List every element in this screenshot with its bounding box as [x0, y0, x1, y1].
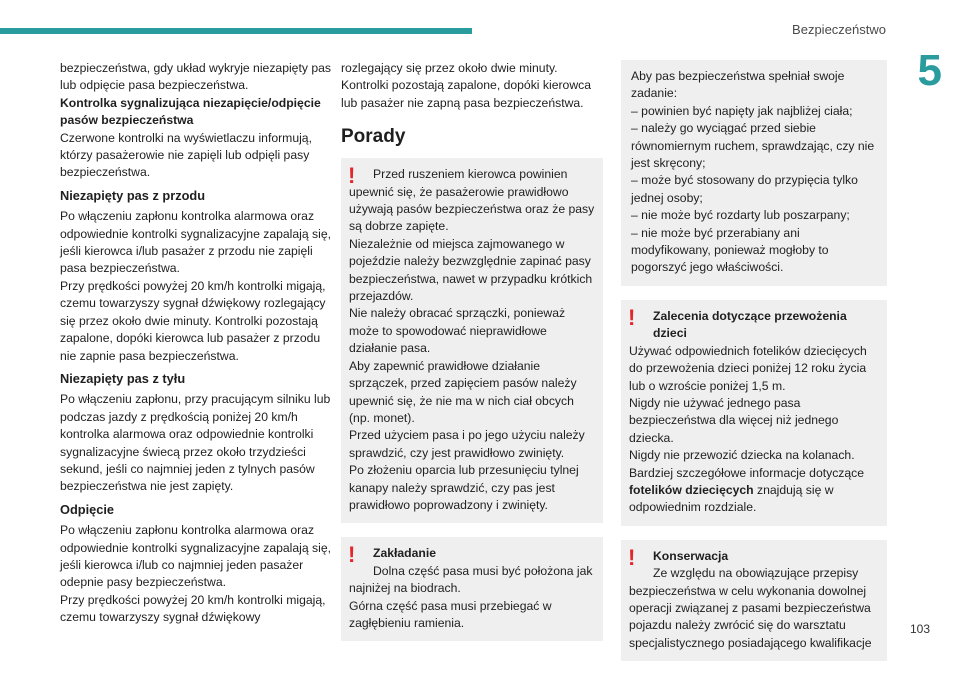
note-text: Przed użyciem pasa i po jego użyciu należy sprawdzić, czy jest prawidłowo zwinięty. — [349, 428, 585, 460]
note-text-part: Bardziej szczegółowe informacje dotyczące — [629, 465, 865, 480]
note-text: Ze względu na obowiązujące przepisy bezpieczeństwa w celu wykonania dowolnej operacji związanej z pasami bezpieczeństwa pojazdu należy zwrócić się do warsztatu specjalistycznego posiadającego kwalifikacje — [629, 566, 872, 650]
list-item: – może być stosowany do przypięcia tylko jednej osoby; — [631, 173, 858, 205]
subheading-front: Niezapięty pas z przodu — [60, 187, 206, 203]
note-text: Przed ruszeniem kierowca powinien upewnić się, że pasażerowie prawidłowo używają pasów bezpieczeństwa oraz że pasy są dobrze zapięte. — [349, 167, 595, 234]
list-item: – nie może być przerabiany ani modyfikowany, ponieważ mogłoby to pogorszyć jego właściwości. — [631, 225, 829, 275]
note-box-fitting — [341, 537, 603, 641]
note-title: Konserwacja — [653, 548, 729, 563]
column-2 — [341, 60, 603, 655]
note-text: Niezależnie od miejsca zajmowanego w pojeździe należy bezwzględnie zapinać pasy bezpieczeństwa, nawet w przypadku krótkich przejazdów. — [349, 236, 593, 304]
paragraph: Czerwone kontrolki na wyświetlaczu informują, którzy pasażerowie nie zapięli lub odpięli pasy bezpieczeństwa. — [60, 130, 312, 180]
subheading-unbuckle: Odpięcie — [60, 501, 115, 517]
subheading-rear: Niezapięty pas z tyłu — [60, 370, 186, 386]
warning-exclamation-icon: ! — [628, 544, 636, 570]
note-text-part: znajdują się w odpowiednim rozdziale. — [629, 482, 834, 515]
column-1 — [60, 60, 332, 627]
note-text — [629, 465, 879, 517]
paragraph: rozlegający się przez około dwie minuty. Kontrolki pozostają zapalone, dopóki kierowca lub pasażer nie zapną pasa bezpieczeństwa. — [341, 61, 591, 110]
note-text: Nigdy nie używać jednego pasa bezpieczeństwa dla więcej niż jednego dziecka. — [629, 395, 839, 445]
note-box-maintenance — [621, 540, 887, 661]
note-text: Po złożeniu oparcia lub przesunięciu tylnej kanapy należy sprawdzić, czy pas jest prawidłowo poprowadzony i zwinięty. — [349, 463, 579, 512]
paragraph: Po włączeniu zapłonu kontrolka alarmowa oraz odpowiednie kontrolki sygnalizacyjne zapalają się, jeśli kierowca i/lub pasażer z przodu nie zapięli pasa bezpieczeństwa. — [60, 209, 331, 276]
warning-exclamation-icon: ! — [348, 163, 356, 189]
list-item: – należy go wyciągać przed siebie równomiernym ruchem, sprawdzając, czy nie jest skręcony; — [631, 121, 875, 171]
paragraph: Po włączeniu zapłonu kontrolka alarmowa oraz odpowiednie kontrolki sygnalizacyjne zapalają się, jeśli kierowca i/lub co najmniej jeden pasażer odepnie pasy bezpieczeństwa. — [60, 523, 331, 590]
section-heading-porady: Porady — [341, 126, 406, 148]
bold-heading: Kontrolka sygnalizująca niezapięcie/odpięcie pasów bezpieczeństwa — [60, 95, 321, 128]
chapter-number: 5 — [917, 46, 942, 95]
note-text: Aby pas bezpieczeństwa spełniał swoje zadanie: — [631, 69, 845, 101]
bold-term: fotelików dziecięcych — [629, 482, 754, 497]
list-item: – powinien być napięty jak najbliżej ciała; — [631, 103, 853, 118]
note-text: Dolna część pasa musi być położona jak najniżej na biodrach. — [349, 563, 593, 596]
note-box-advice — [341, 158, 603, 523]
paragraph: Po włączeniu zapłonu, przy pracującym silniku lub podczas jazdy z prędkością poniżej 20 km/h kontrolka alarmowa oraz odpowiednie kontrolki sygnalizacyjne świecą przez około trzydzieści sekund, jeśli co najmniej jeden z tylnych pasów bezpieczeństwa nie jest zapięty. — [60, 392, 331, 494]
list-item: – nie może być rozdarty lub poszarpany; — [631, 208, 850, 223]
header-accent-bar — [0, 28, 472, 34]
note-text: Nigdy nie przewozić dziecka na kolanach. — [629, 448, 855, 463]
warning-exclamation-icon: ! — [628, 304, 636, 330]
note-text: Aby zapewnić prawidłowe działanie sprzączek, przed zapięciem pasów należy upewnić się, że nie ma w nich ciał obcych (np. monet). — [349, 358, 577, 425]
paragraph: Przy prędkości powyżej 20 km/h kontrolki migają, czemu towarzyszy sygnał dźwiękowy — [60, 592, 326, 625]
note-box-requirements — [621, 60, 887, 286]
paragraph: Przy prędkości powyżej 20 km/h kontrolki migają, czemu towarzyszy sygnał dźwiękowy rozlegający się przez około dwie minuty. Kontrolki pozostają zapalone, dopóki kierowca lub pasażer z przodu nie zapnie pasa bezpieczeństwa. — [60, 278, 326, 363]
note-text: Używać odpowiednich fotelików dziecięcych do przewożenia dzieci poniżej 12 roku życia lub o wzroście poniżej 1,5 m. — [629, 343, 867, 393]
note-text: Nie należy obracać sprzączki, ponieważ może to spowodować nieprawidłowe działanie pasa. — [349, 306, 566, 356]
note-title: Zalecenia dotyczące przewożenia dzieci — [653, 308, 847, 341]
column-3 — [621, 60, 887, 675]
paragraph: bezpieczeństwa, gdy układ wykryje niezapięty pas lub odpięcie pasa bezpieczeństwa. — [60, 61, 331, 93]
page-number: 103 — [909, 622, 930, 636]
note-title: Zakładanie — [373, 546, 436, 561]
note-box-children — [621, 300, 887, 526]
section-title: Bezpieczeństwo — [792, 22, 886, 37]
note-text: Górna część pasa musi przebiegać w zagłębieniu ramienia. — [349, 598, 552, 630]
warning-exclamation-icon: ! — [348, 542, 356, 568]
